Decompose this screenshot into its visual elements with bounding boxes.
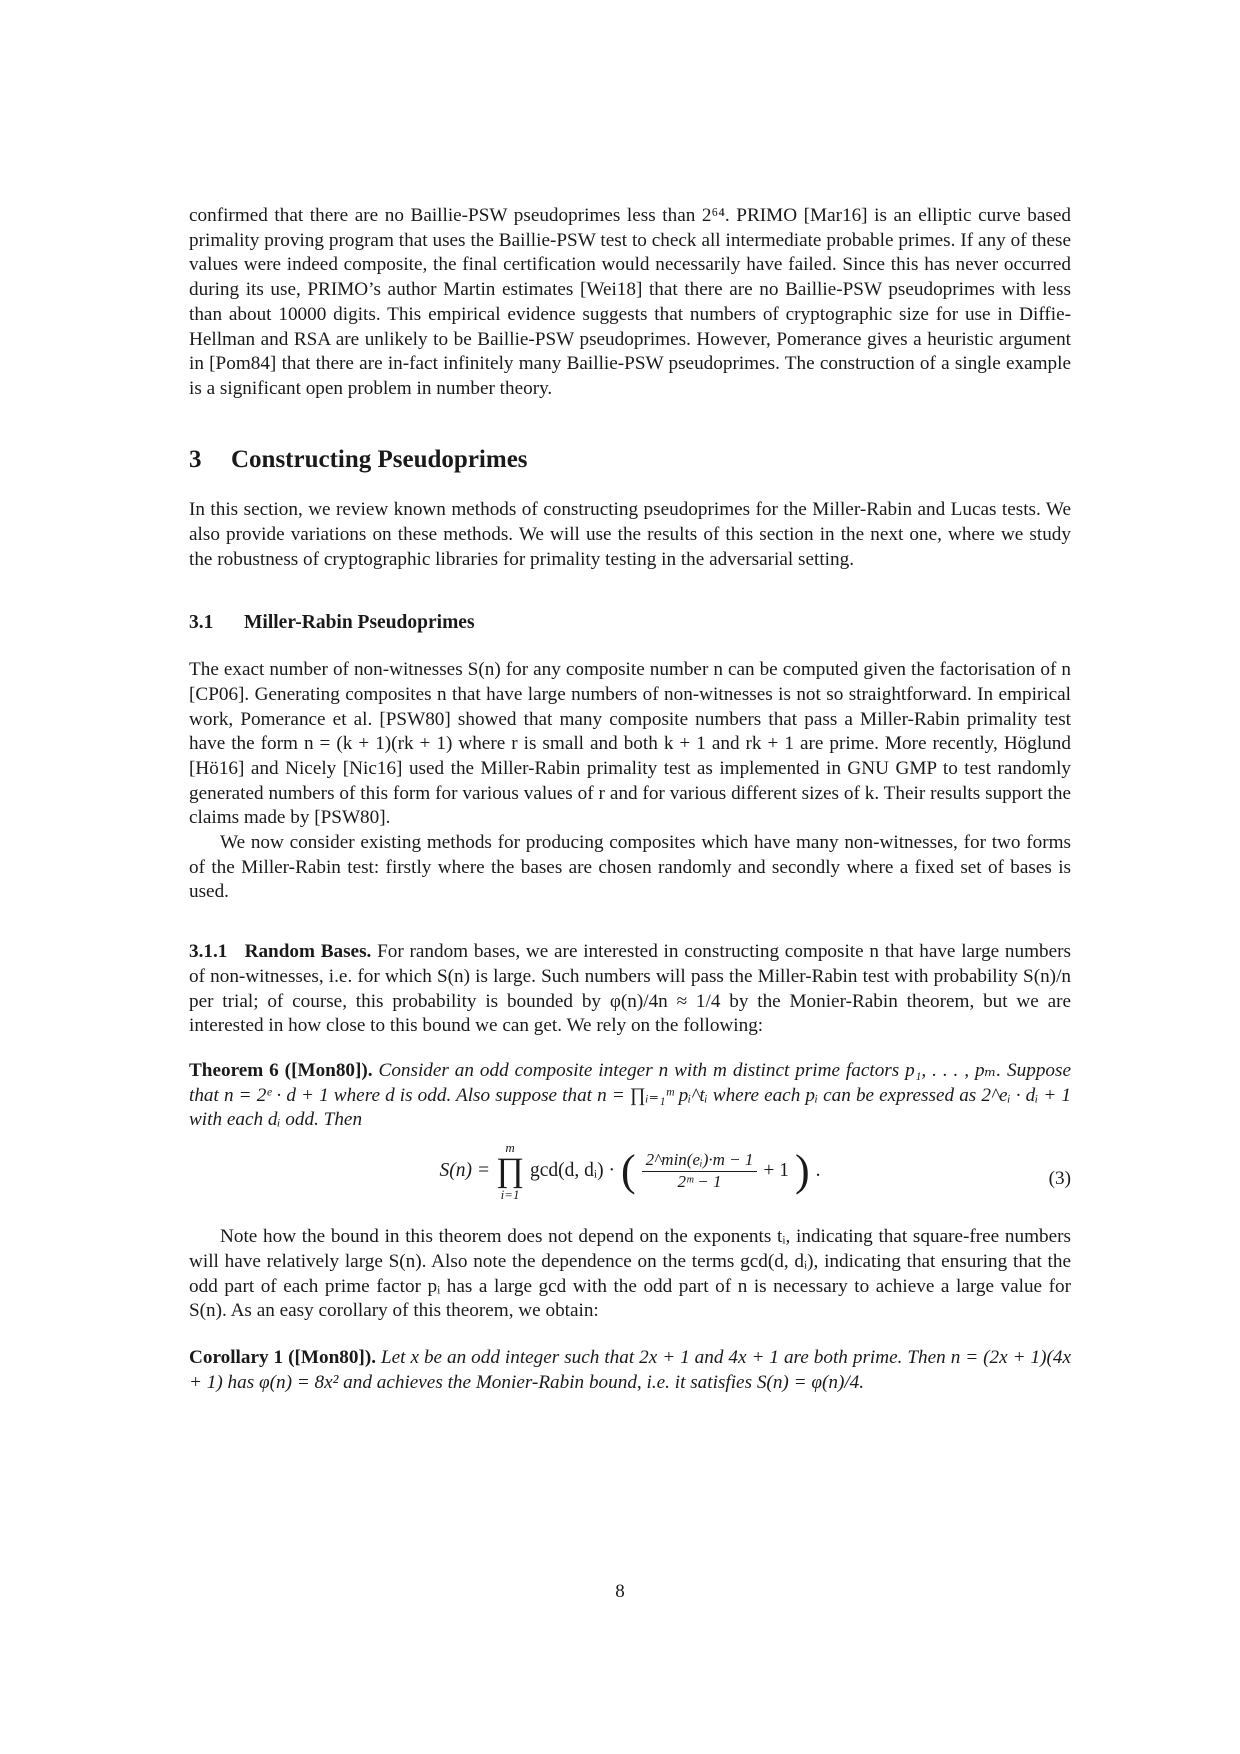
subsubsection-number: 3.1.1 [189,941,228,963]
page-number: 8 [615,1581,625,1602]
section-heading [189,445,1071,473]
equation-tail: + 1 [763,1159,789,1181]
subsection-paragraph-2: We now consider existing methods for producing composites which have many non-witnesses, for two forms of the Miller-Rabin test: firstly where the bases are chosen randomly and secondly where a fixed set of bases is used. [189,832,1071,903]
page-content [189,204,1071,1395]
product-lower: i=1 [500,1187,520,1203]
subsection-paragraph-1: The exact number of non-witnesses S(n) for any composite number n can be computed given the factorisation of n [CP06]. Generating composites n that have large numbers of non-witnesses is not so straightforward. In empirical work, Pomerance et al. [PSW80] showed that many composite numbers that pass a Miller-Rabin primality test have the form n = (k + 1)(rk + 1) where r is small and both k + 1 and rk + 1 are prime. More recently, Höglund [Hö16] and Nicely [Nic16] used the Miller-Rabin primality test as implemented in GNU GMP to test randomly generated numbers of this form for various values of r and for various different sizes of k. Their results support the claims made by [PSW80]. [189,659,1071,829]
section-title: Constructing Pseudoprimes [231,445,528,473]
subsubsection-title: Random Bases. [244,941,372,963]
remark-paragraph: Note how the bound in this theorem does not depend on the exponents tᵢ, indicating that square-free numbers will have relatively large S(n). Also note the dependence on the terms gcd(d, dᵢ), indicating that ensuring that the odd part of each prime factor pᵢ has a large gcd with the odd part of n is necessary to achieve a large value for S(n). As an easy corollary of this theorem, we obtain: [189,1226,1071,1322]
theorem-body: Consider an odd composite integer n with m distinct prime factors p₁, . . . , pₘ. Suppose that n = 2ᵉ · d + 1 where d is odd. Also suppose that n = ∏ᵢ₌₁ᵐ pᵢ^tᵢ where each pᵢ can be expressed as 2^eᵢ · dᵢ + 1 with each dᵢ odd. Then [189,1059,1071,1131]
intro-paragraph: confirmed that there are no Baillie-PSW pseudoprimes less than 2⁶⁴. PRIMO [Mar16] is an elliptic curve based primality proving program that uses the Baillie-PSW test to check all intermediate probable primes. If any of these values were indeed composite, the final certification would necessarily have failed. Since this has never occurred during its use, PRIMO’s author Martin estimates [Wei18] that there are no Baillie-PSW pseudoprimes with less than about 10000 digits. This empirical evidence suggests that numbers of cryptographic size for use in Diffie-Hellman and RSA are unlikely to be Baillie-PSW pseudoprimes. However, Pomerance gives a heuristic argument in [Pom84] that there are in-fact infinitely many Baillie-PSW pseudoprimes. The construction of a single example is a significant open problem in number theory. [189,205,1071,399]
theorem-6 [189,1059,1071,1133]
equation-3 [189,1141,1071,1219]
fraction-denominator: 2ᵐ − 1 [677,1171,722,1191]
section-number: 3 [189,445,202,473]
fraction-numerator: 2^min(eᵢ)·m − 1 [645,1150,754,1170]
equation-gcd-term: gcd(d, dᵢ) · [530,1159,615,1181]
product-upper: m [505,1140,515,1156]
corollary-body: Let x be an odd integer such that 2x + 1 and 4x + 1 are both prime. Then n = (2x + 1)(4x + 1) has φ(n) = 8x² and achieves the Monier-Rabin bound, i.e. it satisfies S(n) = φ(n)/4. [189,1346,1072,1393]
theorem-label: Theorem 6 ([Mon80]). [189,1059,373,1081]
equation-number: (3) [1048,1168,1071,1190]
subsection-number: 3.1 [189,612,214,634]
subsubsection-paragraph [189,940,1071,1039]
equation-fraction [642,1150,758,1192]
product-operator: m ∏ i=1 [496,1140,525,1203]
equation-lhs: S(n) = [439,1159,491,1181]
section-paragraph: In this section, we review known methods of constructing pseudoprimes for the Miller-Rabin and Lucas tests. We also provide variations on these methods. We will use the results of this section in the next one, where we study the robustness of cryptographic libraries for primality testing in the adversarial setting. [189,499,1071,570]
equation-body: S(n) = m ∏ i=1 gcd(d, dᵢ) · ( 2^min(eᵢ)·m − 1 2ᵐ − 1 + 1 ) . [439,1140,821,1203]
corollary-label: Corollary 1 ([Mon80]). [189,1346,377,1368]
subsection-heading [189,611,1071,636]
corollary-1 [189,1346,1071,1395]
subsection-title: Miller-Rabin Pseudoprimes [244,612,475,634]
subsubsection-text: For random bases, we are interested in constructing composite n that have large numbers of non-witnesses, i.e. for which S(n) is large. Such numbers will pass the Miller-Rabin test with probability S(n)/n per trial; of course, this probability is bounded by φ(n)/4n ≈ 1/4 by the Monier-Rabin theorem, but we are interested in how close to this bound we can get. We rely on the following: [189,941,1072,1037]
subsubsection-heading [189,941,371,962]
